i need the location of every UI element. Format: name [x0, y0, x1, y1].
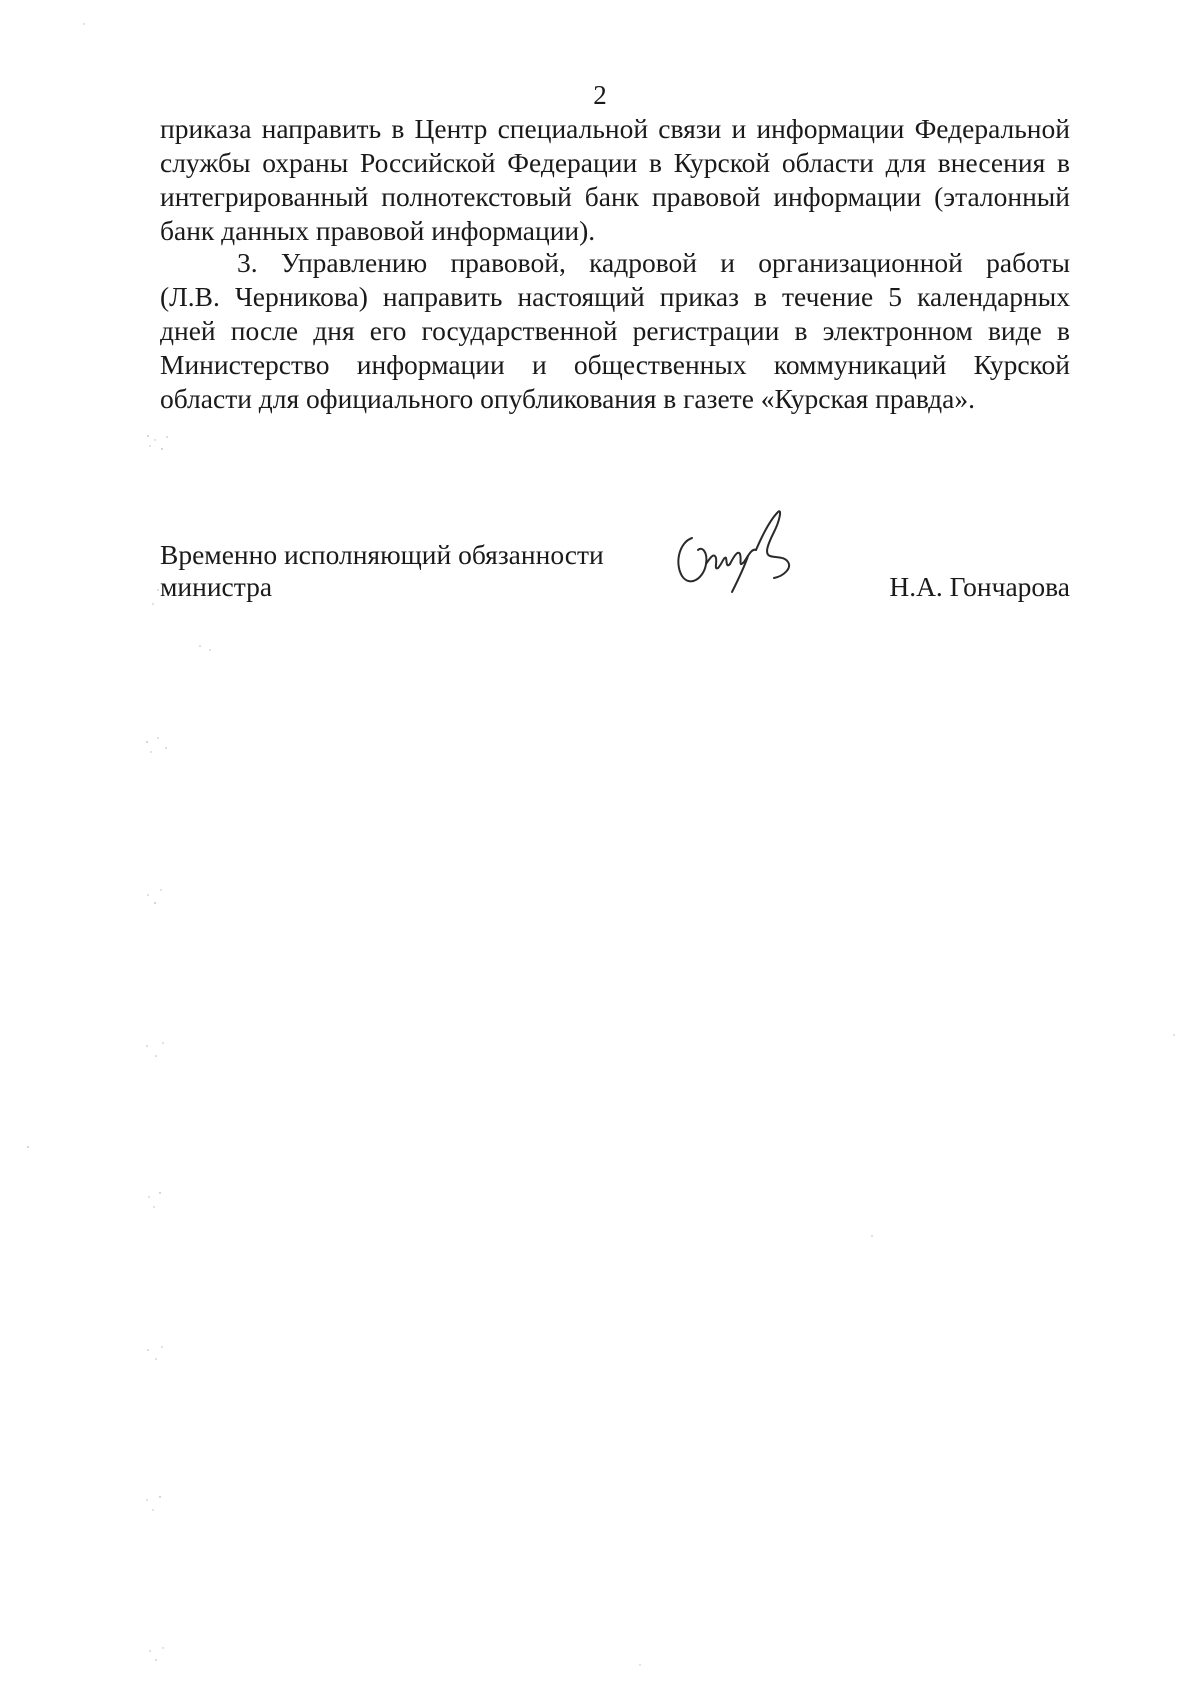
signatory-position-continued: министра: [160, 571, 273, 602]
text-line: Министерство информации и общественных коммуникаций Курской: [160, 349, 1070, 380]
page-number: 2: [593, 80, 607, 110]
text-line: банк данных правовой информации).: [160, 215, 596, 246]
signatory-name: Н.А. Гончарова: [889, 571, 1070, 602]
text-line: интегрированный полнотекстовый банк правовой информации (эталонный: [160, 181, 1070, 212]
text-line: 3. Управлению правовой, кадровой и организационной работы: [237, 247, 1070, 278]
text-line: приказа направить в Центр специальной связи и информации Федеральной: [160, 113, 1070, 144]
text-line: дней после дня его государственной регистрации в электронном виде в: [160, 315, 1070, 346]
handwritten-signature-icon: [670, 506, 810, 602]
text-line: службы охраны Российской Федерации в Курской области для внесения в: [160, 147, 1070, 178]
text-line: области для официального опубликования в газете «Курская правда».: [160, 383, 975, 414]
text-line: (Л.В. Черникова) направить настоящий приказ в течение 5 календарных: [160, 281, 1070, 312]
signatory-position: Временно исполняющий обязанности: [160, 539, 604, 570]
